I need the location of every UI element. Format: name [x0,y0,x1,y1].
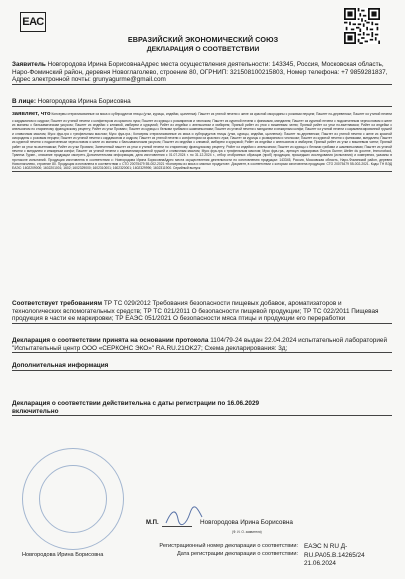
basis-block [12,337,392,353]
basis-label: Декларация о соответствии принята на основании протокола [12,337,209,344]
document-title: ДЕКЛАРАЦИЯ О СООТВЕТСТВИИ [146,46,260,53]
standards-text: ТР ТС 029/2012 Требования безопасности пищевых добавок, ароматизаторов и технологических вспомогательных средств; ТР ТС 021/2011 О безопасности пищевой продукции; ТР ТС 022/2011 Пищевая продукция в части ее маркировки; ТР ЕАЭС 051/2021 О безопасности мяса птицы и продукции его переработки [12,300,379,323]
registration-values [304,543,405,569]
signature-line [162,526,192,527]
validity-suffix: включительно [12,407,59,415]
basis-text: 1104/79-24 выдан 22.04.2024 испытательной лабораторией "Испытательный центр ООО «СЕРКОНС ЭКО»" RA.RU.21OK27; [12,337,388,352]
representative-block [12,98,392,107]
registration-labels [148,543,298,558]
declares-label: заявляет, что [12,111,51,117]
seal-text: Новгородова Ирина Борисовна [22,552,104,558]
validity-block [12,400,392,416]
eac-logo-text: ЕАС [22,15,44,28]
representative-name: Новгородова Ирина Борисовна [37,98,131,105]
union-name: ЕВРАЗИЙСКИЙ ЭКОНОМИЧЕСКИЙ СОЮЗ [127,35,279,44]
representative-label: В лице: [12,98,36,105]
signer-name: Новгородова Ирина Борисовна [200,519,293,526]
product-description-block [12,111,392,172]
signature-icon [164,505,204,527]
standards-block [12,300,392,324]
signer-caption: (Ф. И. О. заявителя) [232,530,262,534]
applicant-text: Новгородова Ирина БорисовнаАдрес места осуществления деятельности: 143345, Россия, Московская область, Наро-Фоминский район, деревня Новоглаголево, строение 80, ОГРНИП: 321508100215803, Номер телефона: +7 9859281837, Адрес электронной почты: grunyagurme@gmail.com [12,61,388,84]
qr-code-icon [344,8,380,44]
applicant-block [12,61,392,85]
additional-info-label: Дополнительная информация [12,362,392,371]
validity-date: 16.06.2029 [227,400,260,407]
product-description-text: Консервы стерилизованные из мяса и субпродуктов птицы (утки, курицы, индейки, цыпленка): Паштет из утиной печени с желе из красной смородины с розовым перцем; Паштет по-деревенски; Паштет из утиной печени с кардамоном и сидром; Паштет из утиной печени с конфитюром из красного лука; Паштет из курицы с розмарином и чесноком; Паштет из куриной печени с финиками, миндалем; Паштет из куриной печени с подкопченным чернословом и желе из малины с бальзамическим уксусом; Паштет из индейки с клюквой, имбирем и куркумой; Рийет из индейки с апельсином и имбирем; Пряный рийет из утки с вишневым чатни; Пряный рийет из утки по-вьетнамски; Рийет из индейки с апельсином по старинному французскому рецепту; Рийет из утки Прованс; Паштет из курицы с белыми грибами и шампиньонами; Паштет из утиной печени с миндалем и инжирным конфи; Паштет из утиной печени с карамелизированной грушей и сливочным маслом; Мусс фуа-гра с трюфельным маслом; Мусс фуа-гра.; Консервы стерилизованные из мяса и субпродуктов птицы (утки, курицы, индейки, цыпленка): Паштет по-деревенски; Паштет из утиной печени с желе из красной смородины с розовым перцем; Паштет из утиной печени с кардамоном и сидром; Паштет из утиной печени с конфитюром из красного лука; Паштет из курицы с розмарином и чесноком; Паштет из куриной печени с финиками, миндалем; Паштет из куриной печени с подкопченным чернословом и желе из малины с бальзамическим уксусом; Паштет из индейки с клюквой, имбирем и куркумой; Рийет из индейки с апельсином и имбирем; Пряный рийет из утки с вишневым чатни; Пряный рийет из утки по-вьетнамски; Рийет из утки Прованс; Запеченный паштет из утки и утиной печени по старинному французскому рецепту; Рийет из индейки с апельсином; Паштет из курицы с белыми грибами и шампиньонами; Паштет из утиной печени с миндалем и инжирным конфи; Паштет из утиной печени с карамелизированной грушей и сливочным маслом; Мусс фуа-гра с трюфельным маслом; Мусс фуа-гра., артикул: маркировка Grunya Gurme; Atelier du gourme, Immunofood, Трапеза Гурме., описание продукции смотреть Дополнительная информация, дата изготовления с 01.07.2024 г. по 31.12.2024 г., отбор отобранных образцов (проб) продукции, прошедших исследования (испытания) и измерения, указаны в протоколе испытаний. Продукция изготовлена в соответствии с: Новгородова Ирина БорисовнаАдрес места осуществления деятельности по изготовлению продукции: 143345, Россия, Московская область, Наро-Фоминский район, деревня Новоглаголево, строение 80. Продукция изготовлена в соответствии с СТО 20075479 55-002-2021 «Консервы из мяса и мясных продуктов». Документ, в соответствии с которым изготовлена продукция: СТО 20075479 55-002-2021. Коды ТН ВЭД ЕАЭС: 1602209000; 1602201001; 1602; 1602329000; 1602310001; 1602320001; 1602329990; 1602311900. Серийный выпуск [12,112,393,171]
validity-label: Декларация о соответствии действительна с даты регистрации по [12,400,226,407]
reg-number: ЕАЭС N RU Д-RU.PA05.B.14265/24 [304,543,365,559]
reg-date-label: Дата регистрации декларации о соответствии: [176,550,298,557]
applicant-label: Заявитель [12,61,46,68]
scheme-text: Схема декларирования: 3д; [204,344,288,352]
standards-label: Соответствует требованиям [12,300,103,307]
eac-logo-icon [20,12,46,32]
reg-date: 21.06.2024 [304,560,336,568]
seal-stamp-icon [22,448,124,550]
mp-label: М.П. [146,520,159,526]
reg-number-label: Регистрационный номер декларации о соответствии: [159,543,298,549]
